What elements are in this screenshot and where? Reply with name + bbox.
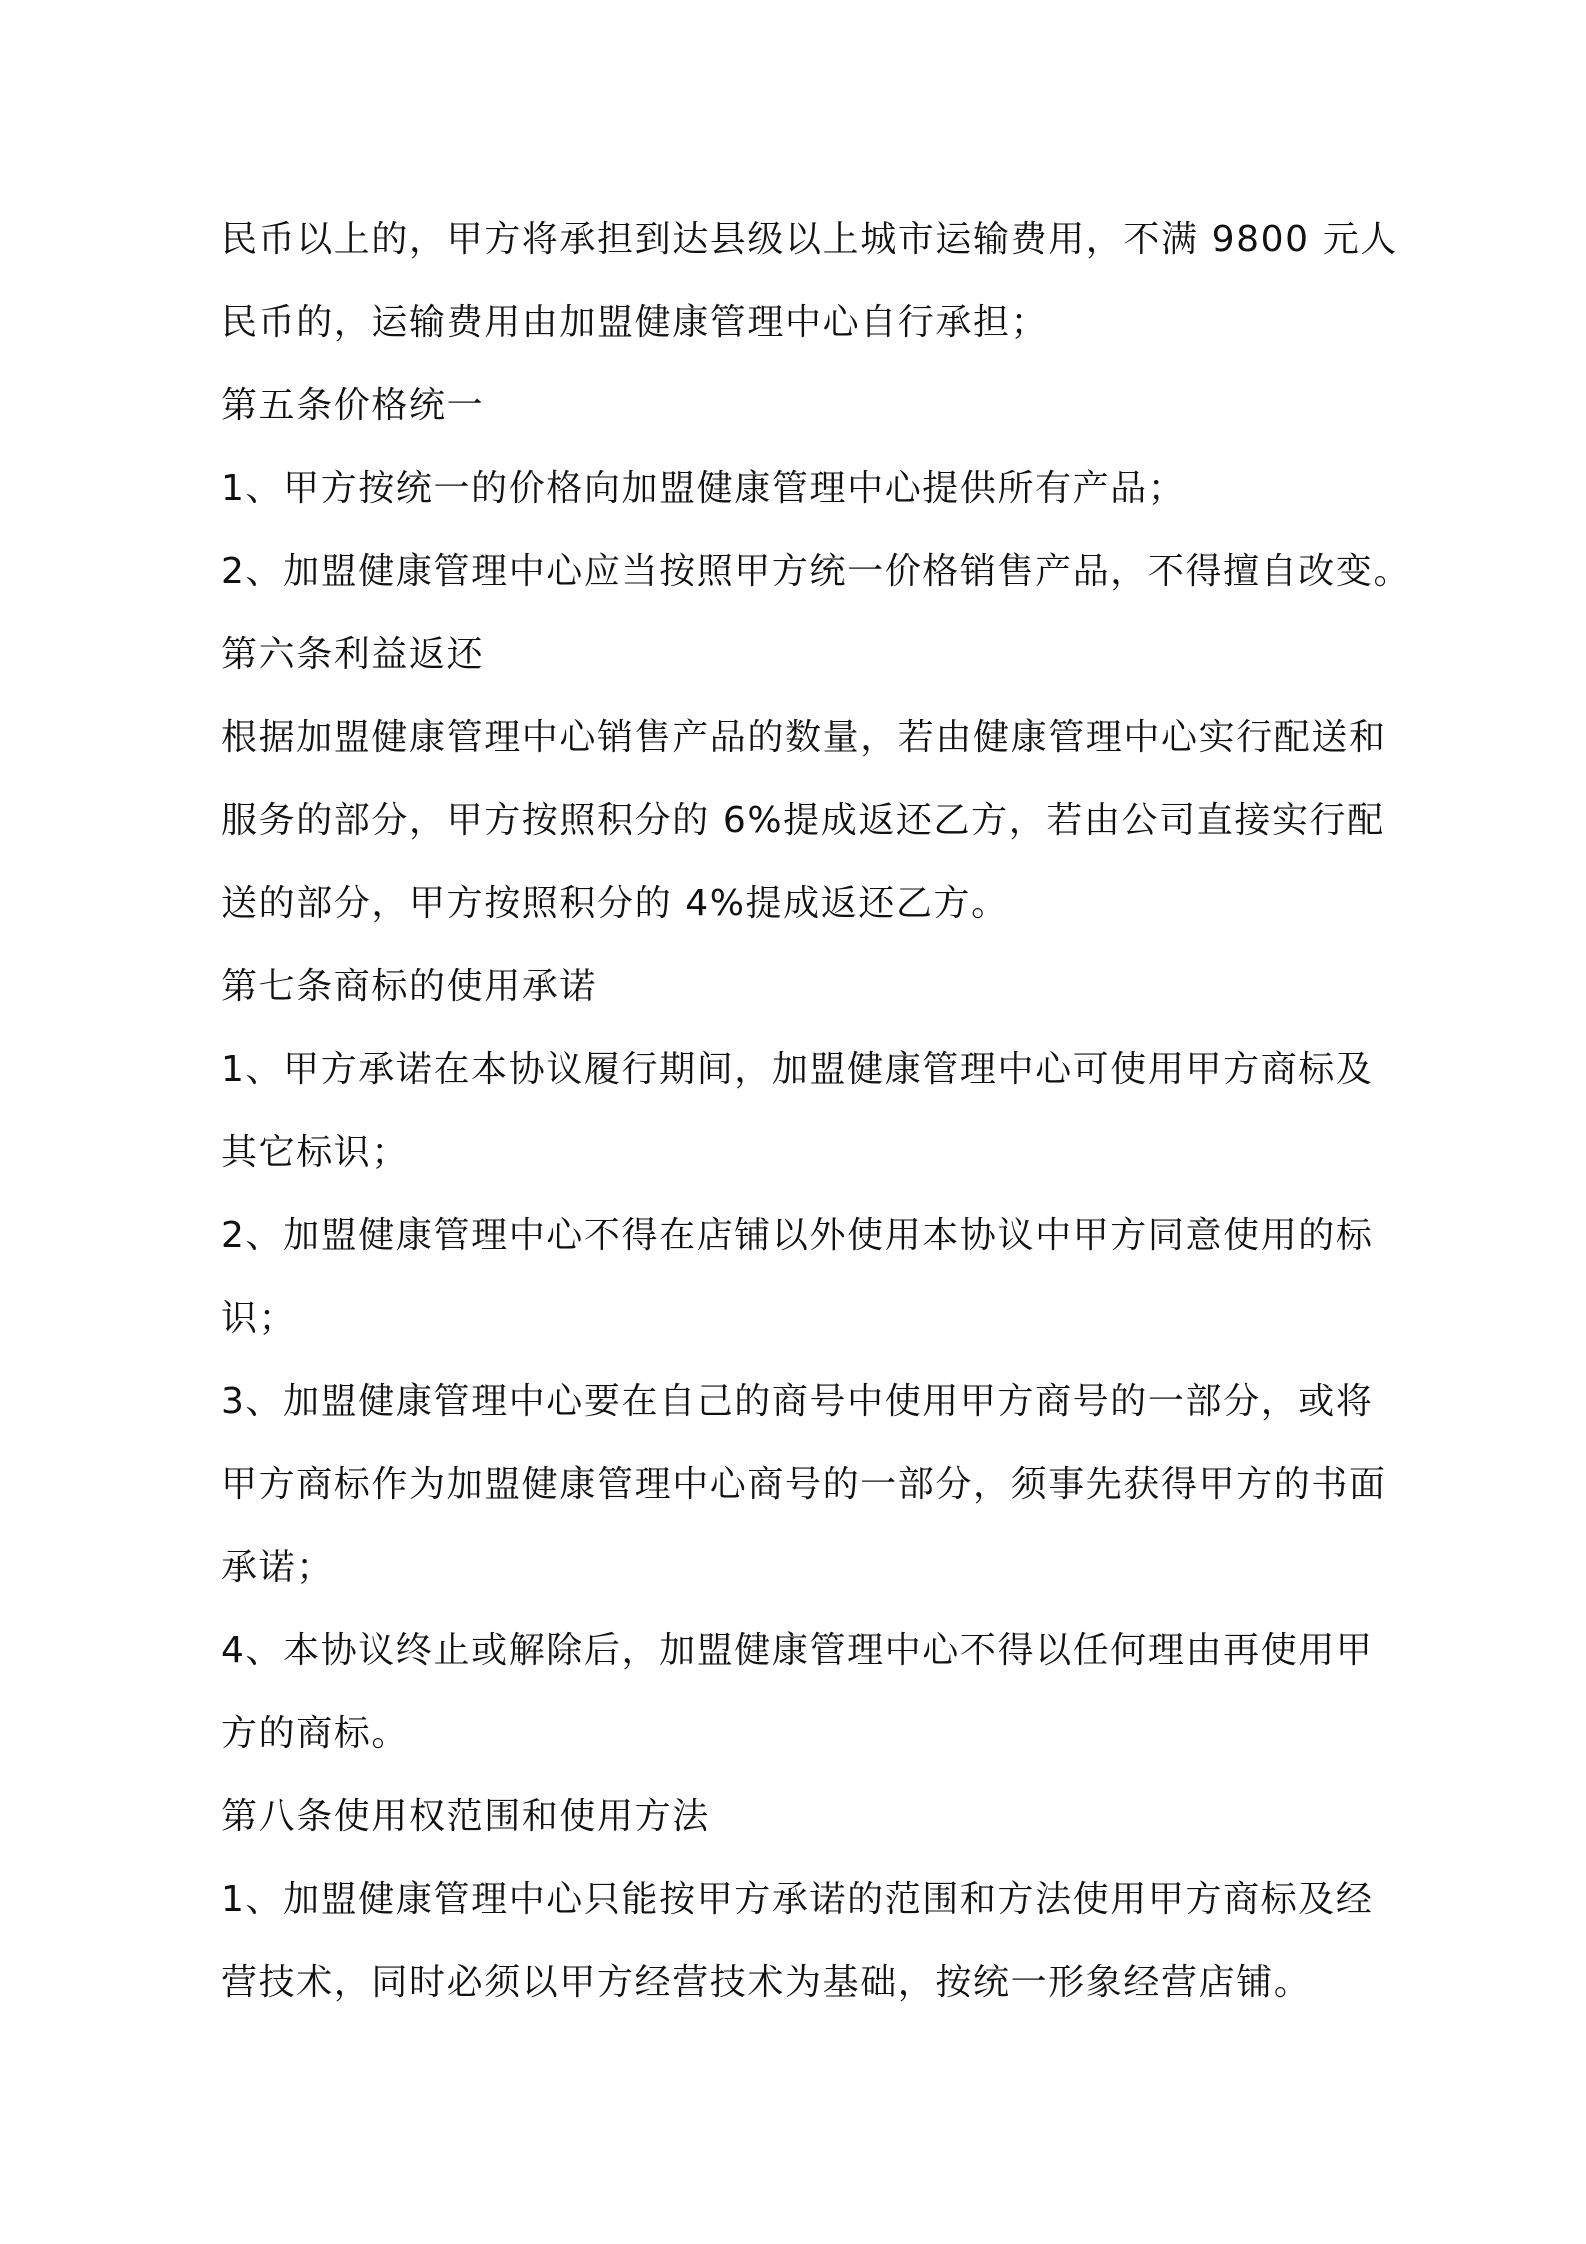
section-heading: 第五条价格统一 [221, 385, 485, 426]
text-line: 民币以上的，甲方将承担到达县级以上城市运输费用，不满 9800 元人 [221, 219, 1398, 260]
section-heading: 第七条商标的使用承诺 [221, 966, 598, 1007]
text-line: 送的部分，甲方按照积分的 4%提成返还乙方。 [221, 883, 1009, 924]
text-line: 3、加盟健康管理中心要在自己的商号中使用甲方商号的一部分，或将 [221, 1381, 1374, 1422]
text-line: 2、加盟健康管理中心不得在店铺以外使用本协议中甲方同意使用的标 [221, 1215, 1374, 1256]
text-line: 甲方商标作为加盟健康管理中心商号的一部分，须事先获得甲方的书面 [221, 1464, 1387, 1505]
text-line: 根据加盟健康管理中心销售产品的数量，若由健康管理中心实行配送和 [221, 717, 1387, 758]
section-heading: 第六条利益返还 [221, 634, 485, 675]
text-line: 识； [221, 1298, 297, 1339]
section-heading: 第八条使用权范围和使用方法 [221, 1796, 710, 1837]
text-line: 民币的，运输费用由加盟健康管理中心自行承担； [221, 302, 1049, 343]
text-line: 4、本协议终止或解除后，加盟健康管理中心不得以任何理由再使用甲 [221, 1630, 1374, 1671]
text-line: 方的商标。 [221, 1713, 410, 1754]
text-line: 营技术，同时必须以甲方经营技术为基础，按统一形象经营店铺。 [221, 1962, 1312, 2003]
text-line: 2、加盟健康管理中心应当按照甲方统一价格销售产品，不得擅自改变。 [221, 551, 1412, 592]
text-line: 服务的部分，甲方按照积分的 6%提成返还乙方，若由公司直接实行配 [221, 800, 1385, 841]
text-line: 1、甲方承诺在本协议履行期间，加盟健康管理中心可使用甲方商标及 [221, 1049, 1374, 1090]
document-body [221, 198, 1412, 2024]
text-line: 1、甲方按统一的价格向加盟健康管理中心提供所有产品； [221, 468, 1186, 509]
text-line: 1、加盟健康管理中心只能按甲方承诺的范围和方法使用甲方商标及经 [221, 1879, 1374, 1920]
text-line: 承诺； [221, 1547, 334, 1588]
text-line: 其它标识； [221, 1132, 410, 1173]
